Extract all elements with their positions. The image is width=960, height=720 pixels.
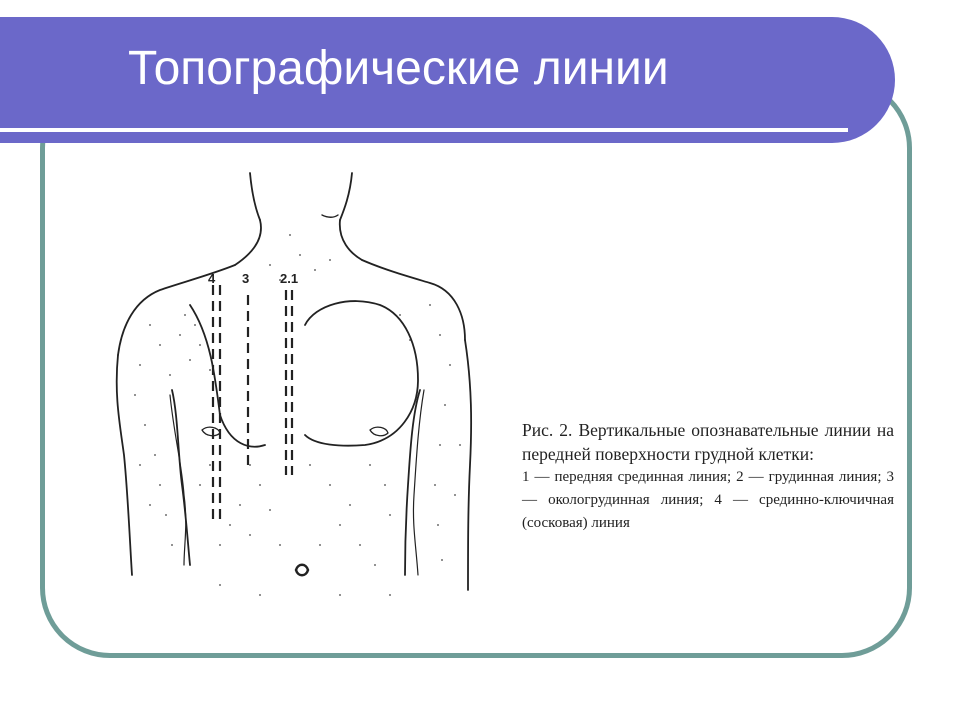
nipple-right	[370, 427, 388, 436]
figure-caption	[522, 418, 894, 535]
pectoral-left	[190, 305, 265, 447]
shoulder-left	[118, 265, 235, 355]
caption-lead: Рис. 2. Вертикальные опознавательные линии на передней поверхности грудной клетки:	[522, 420, 894, 464]
navel	[296, 565, 308, 576]
line-label-2-1: 2.1	[280, 271, 299, 286]
arm-left-outer	[117, 355, 132, 575]
neck-left-outline	[250, 173, 260, 220]
title-underline	[0, 128, 848, 132]
neck-base-left	[235, 220, 261, 265]
arm-right-inner	[413, 390, 424, 575]
topographic-lines	[213, 285, 292, 525]
neck-base-right	[340, 220, 362, 260]
line-label-4: 4	[208, 271, 216, 286]
stipple-shading	[134, 234, 461, 596]
arm-right-outer	[465, 340, 471, 590]
neck-right-outline	[340, 173, 352, 220]
line-label-3: 3	[242, 271, 250, 286]
adams-apple	[322, 215, 338, 217]
arm-left-inner	[170, 395, 186, 565]
nipple-left	[202, 427, 220, 436]
caption-items: 1 — передняя срединная линия; 2 — грудинная линия; 3 — окологрудинная линия; 4 — срединно-ключичная (сосковая) линия	[522, 469, 894, 531]
torso-left-side	[172, 390, 190, 565]
shoulder-right	[362, 260, 465, 340]
slide-title: Топографические линии	[128, 42, 669, 95]
torso-illustration	[100, 165, 490, 620]
pectoral-right	[305, 301, 418, 446]
